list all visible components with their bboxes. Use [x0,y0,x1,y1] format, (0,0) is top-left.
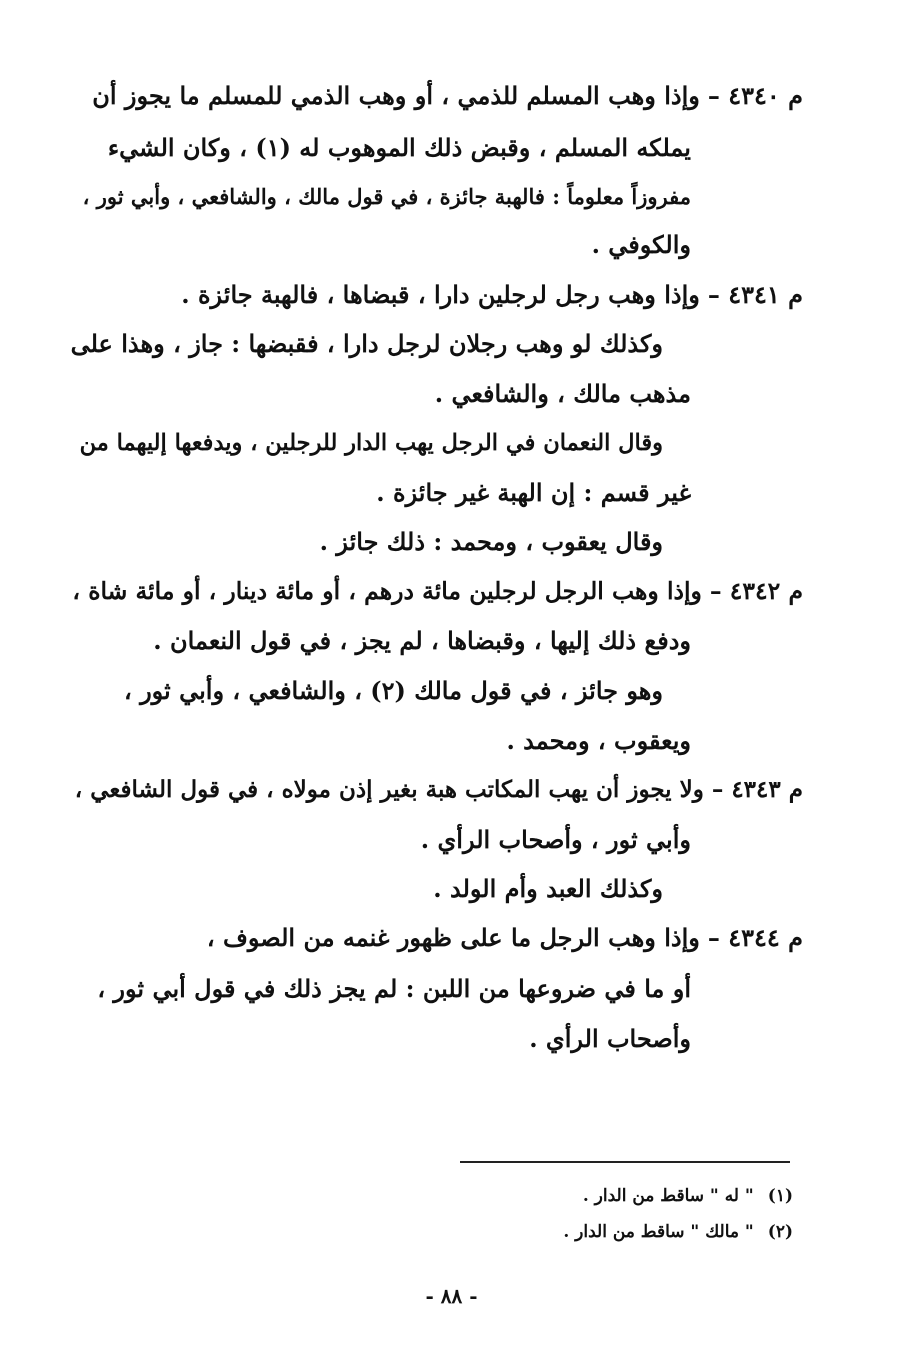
body-line: ودفع ذلك إليها ، وقبضاها ، لم يجز ، في قول النعمان . [153,626,691,655]
body-line: وأبي ثور ، وأصحاب الرأي . [420,825,691,854]
body-line: يملكه المسلم ، وقبض ذلك الموهوب له (١) ، وكان الشيء [107,133,691,162]
entry-line [181,278,803,312]
entry-text: وإذا وهب المسلم للذمي ، أو وهب الذمي للمسلم ما يجوز أن [92,81,700,110]
entry-number: م ٤٣٤١ – [707,280,803,309]
entry-text: ولا يجوز أن يهب المكاتب هبة بغير إذن مولاه ، في قول الشافعي ، [74,776,704,803]
entry-number: م ٤٣٤٠ – [707,81,803,110]
footnote-text: " مالك " ساقط من الدار . [563,1222,754,1242]
entry-line [70,79,803,113]
body-line: وقال النعمان في الرجل يهب الدار للرجلين ، ويدفعها إليهما من [79,430,663,456]
body-line: ويعقوب ، ومحمد . [506,726,691,755]
footnote-separator [460,1161,790,1163]
entry-text: وإذا وهب الرجل ما على ظهور غنمه من الصوف ، [206,923,700,952]
body-line: وكذلك العبد وأم الولد . [433,874,663,903]
body-line: والكوفي . [591,230,691,259]
footnote-text: " له " ساقط من الدار . [582,1186,754,1206]
entry-number: م ٤٣٤٢ – [709,577,803,605]
body-line: أو ما في ضروعها من اللبن : لم يجز ذلك في قول أبي ثور ، [97,974,691,1003]
entry-line [70,921,803,955]
body-line: وهو جائز ، في قول مالك (٢) ، والشافعي ، وأبي ثور ، [123,676,663,705]
footnote [583,1184,793,1208]
entry-line [70,773,803,807]
footnote-mark: (١) [767,1186,793,1206]
body-line: غير قسم : إن الهبة غير جائزة . [376,478,691,507]
entry-line [70,574,803,608]
entry-number: م ٤٣٤٤ – [707,923,803,952]
body-line: مفروزاً معلوماً : فالهبة جائزة ، في قول مالك ، والشافعي ، وأبي ثور ، [82,184,691,209]
entry-text: وإذا وهب رجل لرجلين دارا ، قبضاها ، فالهبة جائزة . [181,280,700,309]
footnote [563,1220,793,1244]
entry-text: وإذا وهب الرجل لرجلين مائة درهم ، أو مائة دينار ، أو مائة شاة ، [72,577,702,605]
body-line: وقال يعقوب ، ومحمد : ذلك جائز . [319,527,663,556]
page-number: - ٨٨ - [425,1284,478,1308]
body-line: وأصحاب الرأي . [529,1024,691,1053]
footnote-mark: (٢) [767,1222,793,1242]
body-line: وكذلك لو وهب رجلان لرجل دارا ، فقبضها : جاز ، وهذا على [70,329,663,358]
entry-number: م ٤٣٤٣ – [711,776,803,803]
body-line: مذهب مالك ، والشافعي . [434,379,691,408]
